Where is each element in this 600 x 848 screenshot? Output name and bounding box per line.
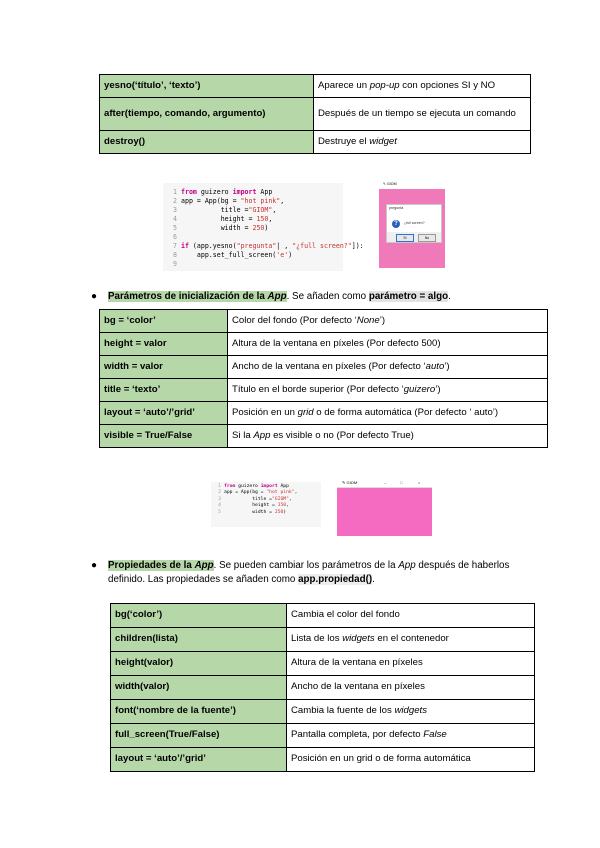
table-row (100, 402, 548, 425)
feather-icon: ✎ (342, 480, 346, 485)
code-token: guizero (196, 188, 233, 196)
cell-text: Después de un tiempo se ejecuta un comando (318, 107, 516, 119)
dialog-message: ¿full screen? (404, 221, 425, 225)
bullet-dot: ● (91, 291, 98, 302)
question-icon: ? (392, 220, 400, 228)
close-icon[interactable]: × (418, 480, 421, 485)
table-value-cell (287, 748, 535, 772)
cell-text: Altura de la ventana en píxeles (Por defecto 500) (232, 337, 441, 349)
window-title: GIOM (387, 182, 397, 186)
code-line (163, 260, 343, 269)
code-token: "hot pink" (266, 490, 295, 496)
code-line (163, 206, 343, 215)
window-title-group (342, 478, 357, 487)
dialog-title: pregunta (389, 206, 404, 210)
code-line (163, 188, 343, 197)
code-token: | , (276, 242, 293, 250)
code-token: ) (283, 509, 287, 515)
table-key-cell: title = ‘texto’ (100, 379, 228, 402)
table-value-cell (228, 356, 548, 379)
code-token: "GIOM" (271, 496, 289, 502)
methods-table (99, 74, 531, 154)
code-token: ]): (351, 242, 364, 250)
code-snippet-app (211, 482, 321, 527)
bullet-end: . (372, 574, 375, 585)
window-title: GIOM (346, 480, 358, 485)
line-number: 7 (173, 242, 177, 250)
code-token: (app.yesno( (188, 242, 237, 250)
line-number: 8 (173, 251, 177, 259)
table-key-cell: visible = True/False (100, 425, 228, 448)
table-row (111, 748, 535, 772)
code-token: if (181, 242, 189, 250)
no-button[interactable]: No (418, 234, 436, 242)
table-value-cell (287, 700, 535, 724)
line-number: 5 (173, 224, 177, 232)
table-key-cell: height(valor) (111, 652, 287, 676)
code-token: , (286, 503, 289, 509)
maximize-icon[interactable]: □ (400, 480, 403, 485)
cell-text-end: o de forma automática (Por defecto ‘ auto’) (313, 406, 499, 418)
code-token: 'e' (276, 251, 289, 259)
line-number: 5 (218, 509, 221, 515)
yesno-dialog (386, 204, 442, 243)
code-token: 250 (252, 224, 265, 232)
app-window-screenshot-pink (337, 478, 432, 536)
feather-icon: ✎ (383, 182, 387, 186)
table-row (111, 724, 535, 748)
cell-text: Cambia la fuente de los (291, 705, 395, 717)
cell-emphasis: widgets (394, 705, 427, 717)
cell-text: Ancho de la ventana en píxeles (Por defecto ‘ (232, 360, 426, 372)
cell-text: Posición en un grid o de forma automática (291, 753, 471, 765)
code-token: , (280, 197, 285, 205)
table-row (111, 652, 535, 676)
cell-text: Si la (232, 429, 254, 441)
table-value-cell (287, 652, 535, 676)
properties-table (110, 603, 535, 772)
table-row (100, 98, 531, 131)
bullet-text: . Se pueden cambiar los parámetros de la (213, 560, 399, 571)
cell-emphasis: widget (369, 135, 397, 147)
code-token: app = App(bg = (224, 490, 267, 496)
table-row (100, 75, 531, 98)
code-line (211, 510, 321, 516)
table-value-cell (287, 604, 535, 628)
bullet-properties (91, 559, 538, 587)
app-window-screenshot-yesno (379, 180, 445, 268)
table-value-cell (287, 628, 535, 652)
code-token: "¿full screen?" (292, 242, 352, 250)
table-row (111, 628, 535, 652)
table-row (100, 131, 531, 154)
table-value-cell (287, 724, 535, 748)
code-line (163, 197, 343, 206)
dialog-button-bar (387, 232, 441, 242)
table-key-cell: full_screen(True/False) (111, 724, 287, 748)
line-number: 4 (173, 215, 177, 223)
cell-text: Destruye el (318, 135, 370, 147)
line-number: 3 (218, 496, 221, 502)
code-line (163, 242, 364, 251)
table-value-cell (228, 379, 548, 402)
yes-button[interactable]: Sí (396, 234, 414, 242)
cell-text: Aparece un (318, 79, 370, 91)
bullet-parameters (91, 290, 548, 304)
code-token: from (224, 484, 236, 489)
table-row (111, 700, 535, 724)
code-token: from (181, 188, 197, 196)
bullet-dot: ● (91, 560, 98, 571)
table-key-cell: width = valor (100, 356, 228, 379)
cell-text-end: ’) (444, 360, 450, 372)
cell-emphasis: pop-up (369, 79, 400, 91)
table-value-cell (228, 425, 548, 448)
code-token: App (256, 188, 273, 196)
code-token: "hot pink" (240, 197, 281, 205)
table-row (111, 676, 535, 700)
code-token: 150 (256, 215, 269, 223)
code-line (163, 233, 343, 242)
cell-emphasis: auto (425, 360, 445, 372)
minimize-icon[interactable]: – (384, 480, 387, 485)
code-token: title = (181, 206, 249, 214)
window-titlebar (379, 180, 445, 189)
table-value-cell (287, 676, 535, 700)
cell-text-end: ’) (435, 383, 441, 395)
code-token: "GIOM" (248, 206, 273, 214)
code-token: , (272, 206, 277, 214)
cell-emphasis: False (423, 729, 447, 741)
table-row (100, 310, 548, 333)
code-token: App (277, 484, 289, 489)
bullet-app-word: App (398, 560, 416, 571)
code-token: import (260, 484, 278, 489)
table-key-cell: bg(‘color’) (111, 604, 287, 628)
bullet-label: Parámetros de inicialización de la App (108, 291, 287, 302)
bullet-text-2: después de haberlos definido. Las propiedades se añaden como (108, 560, 510, 585)
code-token: , (288, 496, 292, 502)
table-key-cell: layout = ‘auto’/’grid’ (111, 748, 287, 772)
code-line (163, 224, 343, 233)
line-number: 1 (218, 484, 221, 489)
cell-text: Color del fondo (Por defecto ‘ (232, 314, 357, 326)
line-number: 1 (173, 188, 177, 196)
inline-code: app.propiedad() (298, 574, 373, 585)
table-row (100, 379, 548, 402)
code-token: 150 (277, 503, 287, 509)
bullet-text: . Se añaden como (286, 291, 369, 302)
code-token: "pregunta" (236, 242, 277, 250)
cell-text: Ancho de la ventana en píxeles (291, 681, 425, 693)
code-token: app.set_full_screen( (181, 251, 277, 259)
cell-text: Pantalla completa, por defecto (291, 729, 424, 741)
cell-emphasis: App (253, 429, 271, 441)
cell-text-end: con opciones SI y NO (399, 79, 496, 91)
code-token: height = (224, 503, 278, 509)
cell-text: Altura de la ventana en píxeles (291, 657, 423, 669)
cell-emphasis: None (356, 314, 380, 326)
init-parameters-table (99, 309, 548, 448)
line-number: 4 (218, 503, 221, 509)
table-key-cell: width(valor) (111, 676, 287, 700)
code-token: import (232, 188, 257, 196)
table-key-cell: height = valor (100, 333, 228, 356)
table-value-cell (228, 333, 548, 356)
table-key-cell: destroy() (100, 131, 314, 154)
code-token: app = App(bg = (181, 197, 241, 205)
line-number: 6 (173, 233, 177, 241)
table-key-cell: children(lista) (111, 628, 287, 652)
cell-text: Lista de los (291, 633, 343, 645)
cell-text: Posición en un (232, 406, 298, 418)
cell-text: Título en el borde superior (Por defecto ‘ (232, 383, 404, 395)
window-titlebar (337, 478, 432, 488)
table-key-cell: bg = ‘color’ (100, 310, 228, 333)
table-value-cell (228, 402, 548, 425)
line-number: 2 (218, 490, 221, 496)
code-token: title = (224, 496, 272, 502)
cell-emphasis: guizero (403, 383, 436, 395)
cell-text-end: es visible o no (Por defecto True) (270, 429, 414, 441)
code-token: ) (288, 251, 293, 259)
inline-code: parámetro = algo (368, 291, 449, 302)
line-number: 9 (173, 260, 177, 268)
cell-emphasis: grid (297, 406, 314, 418)
code-token: width = (224, 509, 275, 515)
table-value-cell (228, 310, 548, 333)
table-row (100, 425, 548, 448)
code-token: height = (181, 215, 257, 223)
table-row (100, 333, 548, 356)
cell-text: Cambia el color del fondo (291, 609, 400, 621)
code-line (163, 251, 343, 260)
code-snippet-yesno (163, 183, 364, 271)
table-value-cell (314, 75, 531, 98)
code-token: , (268, 215, 273, 223)
table-value-cell (314, 131, 531, 154)
table-row (100, 356, 548, 379)
line-number: 3 (173, 206, 177, 214)
table-row (111, 604, 535, 628)
code-token: , (294, 490, 298, 496)
table-key-cell: yesno(‘título’, ‘texto’) (100, 75, 314, 98)
table-key-cell: after(tiempo, comando, argumento) (100, 98, 314, 131)
cell-emphasis: widgets (342, 633, 375, 645)
cell-text-end: ’) (379, 314, 386, 326)
line-number: 2 (173, 197, 177, 205)
code-line (163, 215, 343, 224)
bullet-label: Propiedades de la App (108, 560, 214, 571)
bullet-end: . (448, 291, 451, 302)
code-token: guizero (235, 484, 261, 489)
code-token: 250 (274, 509, 284, 515)
table-value-cell (314, 98, 531, 131)
code-token: width = (181, 224, 253, 232)
code-token: ) (264, 224, 269, 232)
table-key-cell: layout = ‘auto’/’grid’ (100, 402, 228, 425)
table-key-cell: font(‘nombre de la fuente’) (111, 700, 287, 724)
cell-text-end: en el contenedor (374, 633, 449, 645)
